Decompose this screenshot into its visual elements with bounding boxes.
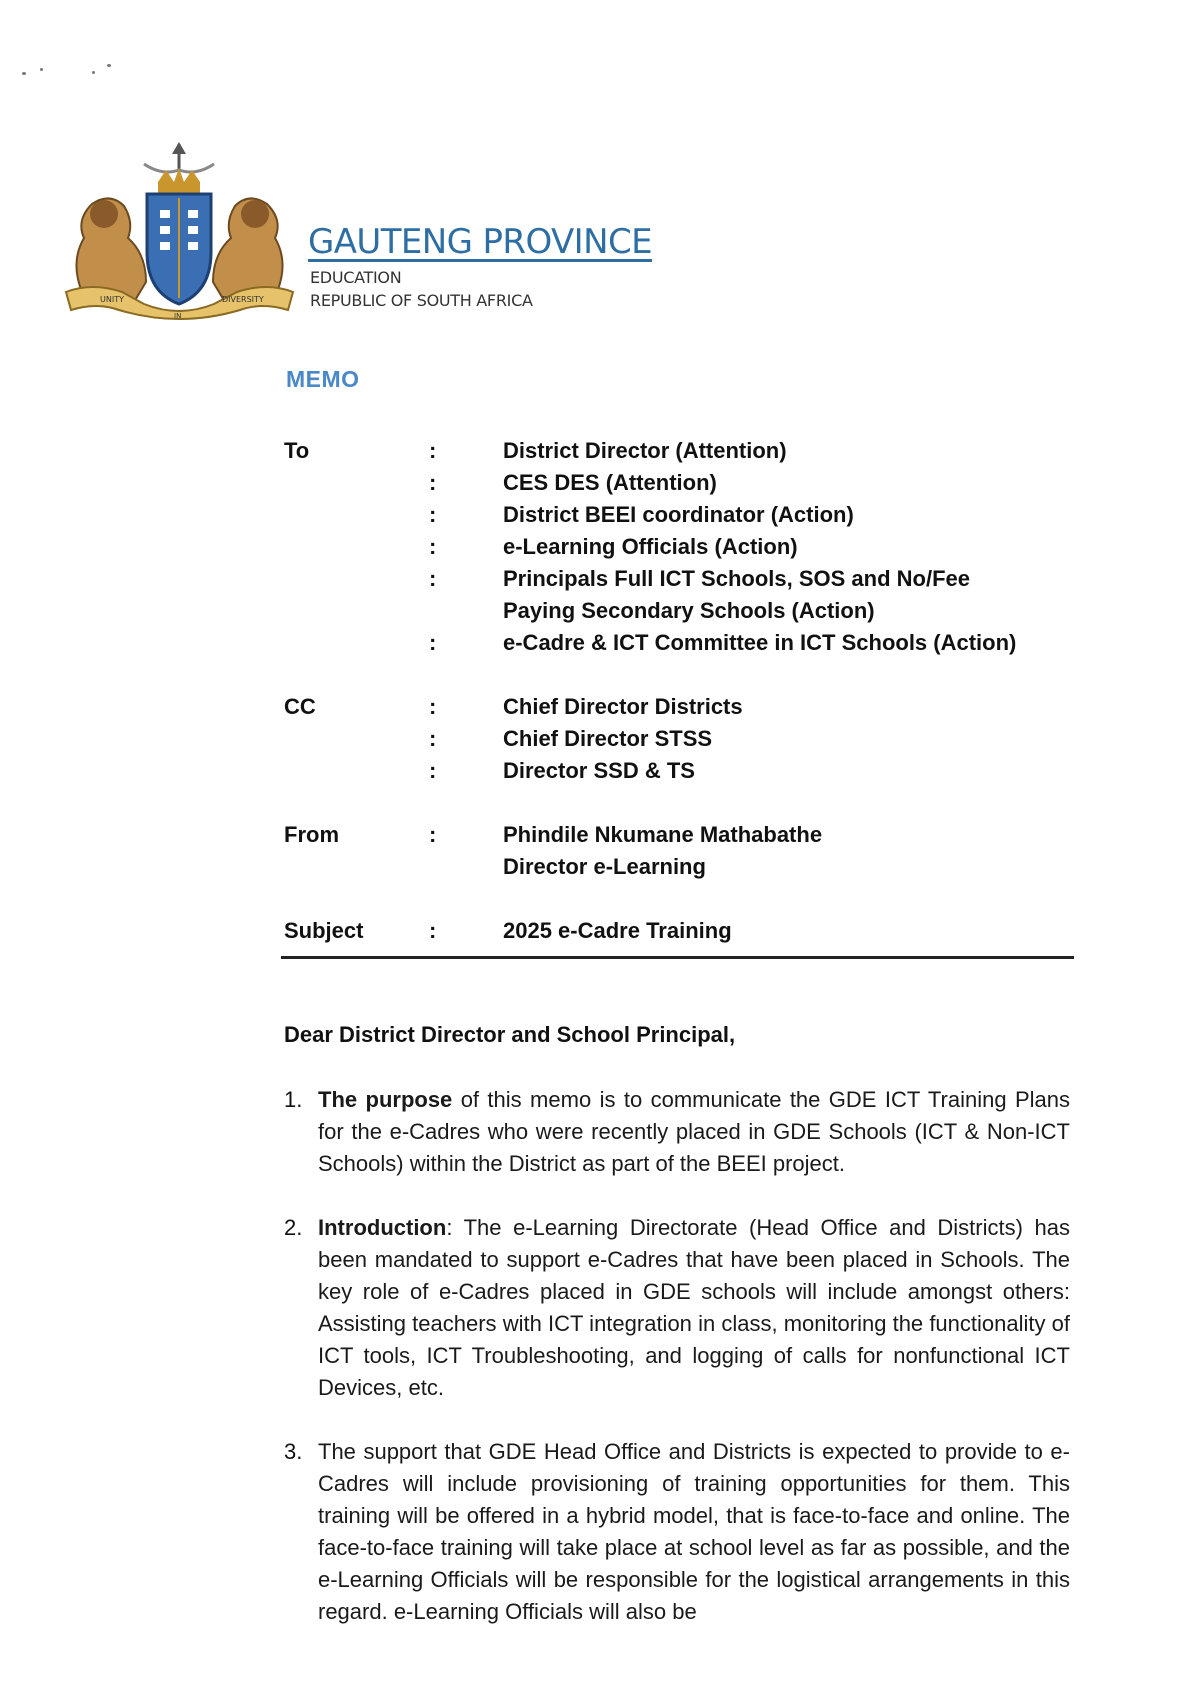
scan-speck — [22, 72, 26, 75]
colon: : — [429, 502, 437, 527]
paragraph-text: of this memo is to communicate the GDE ICT Training Plans for the e-Cadres who were recently placed in GDE Schools (ICT & Non-ICT Schools) within the District as part of the BEEI project. — [318, 1087, 1070, 1176]
colon: : — [429, 758, 437, 783]
paragraph-1 — [318, 1084, 1070, 1180]
country-name: REPUBLIC OF SOUTH AFRICA — [310, 291, 533, 310]
colon: : — [429, 470, 437, 495]
scan-speck — [40, 68, 43, 71]
cc-recipient: Director SSD & TS — [503, 758, 695, 783]
province-title: GAUTENG PROVINCE — [308, 222, 652, 262]
to-recipient: District Director (Attention) — [503, 438, 787, 463]
department-name: EDUCATION — [310, 268, 402, 287]
subject-divider — [281, 956, 1074, 959]
paragraph-text: The support that GDE Head Office and Districts is expected to provide to e-Cadres will include provisioning of training opportunities for them. This training will be offered in a hybrid model, that is face-to-face and online. The face-to-face training will take place at school level as far as possible, and the e-Learning Officials will be responsible for the logistical arrangements in this regard. e-Learning Officials will also be — [318, 1439, 1070, 1624]
scan-speck — [92, 71, 95, 74]
to-recipient: Principals Full ICT Schools, SOS and No/Fee — [503, 566, 970, 591]
to-recipient: CES DES (Attention) — [503, 470, 717, 495]
cc-recipient: Chief Director Districts — [503, 694, 743, 719]
subject-value: 2025 e-Cadre Training — [503, 918, 732, 943]
colon: : — [429, 694, 437, 719]
paragraph-lead: Introduction — [318, 1215, 447, 1240]
paragraph-lead: The purpose — [318, 1087, 453, 1112]
paragraph-number: 1. — [284, 1087, 303, 1112]
from-label: From — [284, 822, 339, 847]
crest-motto-bottom: IN — [174, 312, 182, 320]
subject-label: Subject — [284, 918, 364, 943]
to-recipient: e-Cadre & ICT Committee in ICT Schools (Action) — [503, 630, 1017, 655]
cc-recipient: Chief Director STSS — [503, 726, 713, 751]
colon: : — [429, 918, 437, 943]
paragraph-2 — [318, 1212, 1070, 1404]
colon: : — [429, 726, 437, 751]
scan-speck — [107, 64, 111, 67]
colon: : — [429, 822, 437, 847]
crest-motto-right: DIVERSITY — [222, 295, 264, 304]
paragraph-3 — [318, 1436, 1070, 1628]
memo-label: MEMO — [286, 366, 360, 392]
colon: : — [429, 630, 437, 655]
colon: : — [429, 438, 437, 463]
coat-of-arms-logo — [62, 142, 297, 322]
crest-motto-left: UNITY — [100, 295, 124, 304]
paragraph-text: : The e-Learning Directorate (Head Office and Districts) has been mandated to support e-Cadres that have been placed in Schools. The key role of e-Cadres placed in GDE schools will include amongst others: Assisting teachers with ICT integration in class, monitoring the functionality of ICT tools, ICT Troubleshooting, and logging of calls for nonfunctional ICT Devices, etc. — [318, 1215, 1070, 1400]
salutation: Dear District Director and School Principal, — [284, 1022, 736, 1047]
to-recipient: District BEEI coordinator (Action) — [503, 502, 854, 527]
cc-label: CC — [284, 694, 316, 719]
paragraph-number: 3. — [284, 1439, 303, 1464]
from-title: Director e-Learning — [503, 854, 706, 879]
paragraph-number: 2. — [284, 1215, 303, 1240]
to-label: To — [284, 438, 310, 463]
colon: : — [429, 566, 437, 591]
to-recipient-continued: Paying Secondary Schools (Action) — [503, 598, 875, 623]
from-name: Phindile Nkumane Mathabathe — [503, 822, 823, 847]
to-recipient: e-Learning Officials (Action) — [503, 534, 798, 559]
colon: : — [429, 534, 437, 559]
